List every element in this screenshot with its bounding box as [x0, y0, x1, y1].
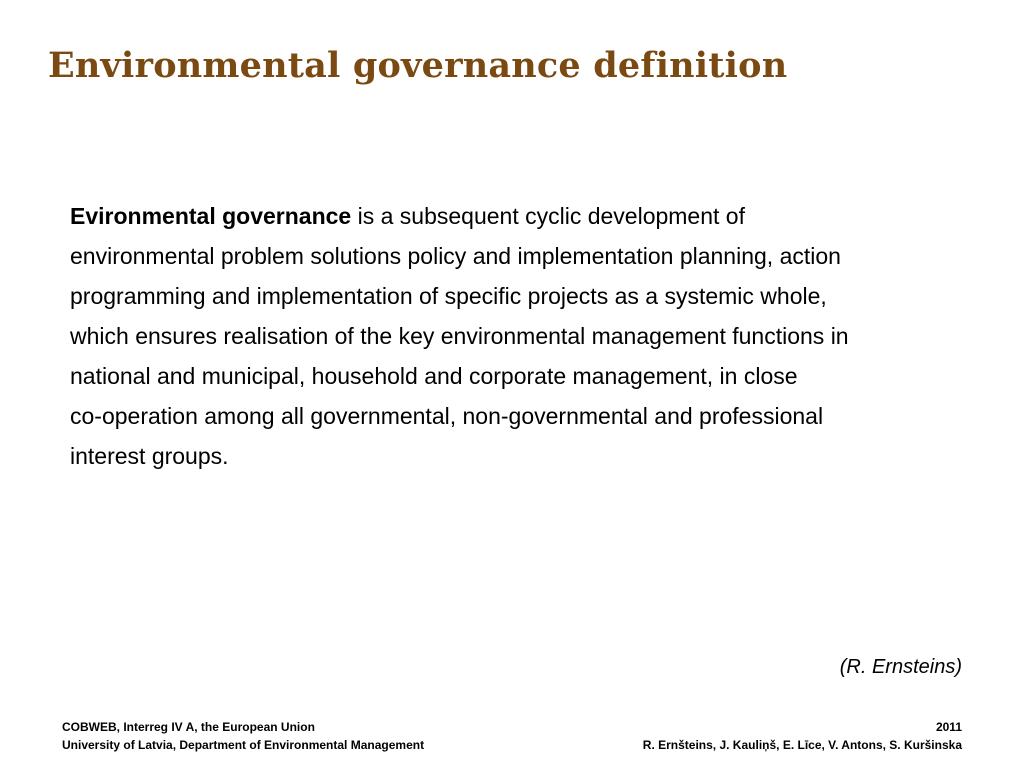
definition-line-1: is a subsequent cyclic development of	[351, 203, 745, 229]
definition-paragraph-6: co-operation among all governmental, non-governmental and professional	[70, 403, 824, 429]
footer-left	[62, 718, 424, 754]
citation: (R. Ernsteins)	[839, 656, 962, 678]
definition-paragraph-3: programming and implementation of specific projects as a systemic whole,	[70, 283, 827, 309]
definition-term: Evironmental governance	[70, 203, 352, 229]
definition-paragraph-2: environmental problem solutions policy and implementation planning, action	[70, 243, 841, 269]
definition-paragraph-7: interest groups.	[70, 443, 229, 469]
footer-project: COBWEB, Interreg IV A, the European Union	[62, 720, 315, 734]
definition-paragraph-4: which ensures realisation of the key environmental management functions in	[70, 323, 849, 349]
slide-title: Environmental governance definition	[48, 45, 788, 86]
definition-body	[70, 199, 960, 479]
footer-right	[643, 718, 962, 754]
definition-paragraph-1	[70, 199, 960, 233]
definition-paragraph-5: national and municipal, household and corporate management, in close	[70, 363, 798, 389]
footer-department: University of Latvia, Department of Environmental Management	[62, 738, 425, 752]
footer-year: 2011	[935, 720, 962, 734]
footer-authors: R. Ernšteins, J. Kauliņš, E. Līce, V. Antons, S. Kuršinska	[642, 738, 962, 752]
